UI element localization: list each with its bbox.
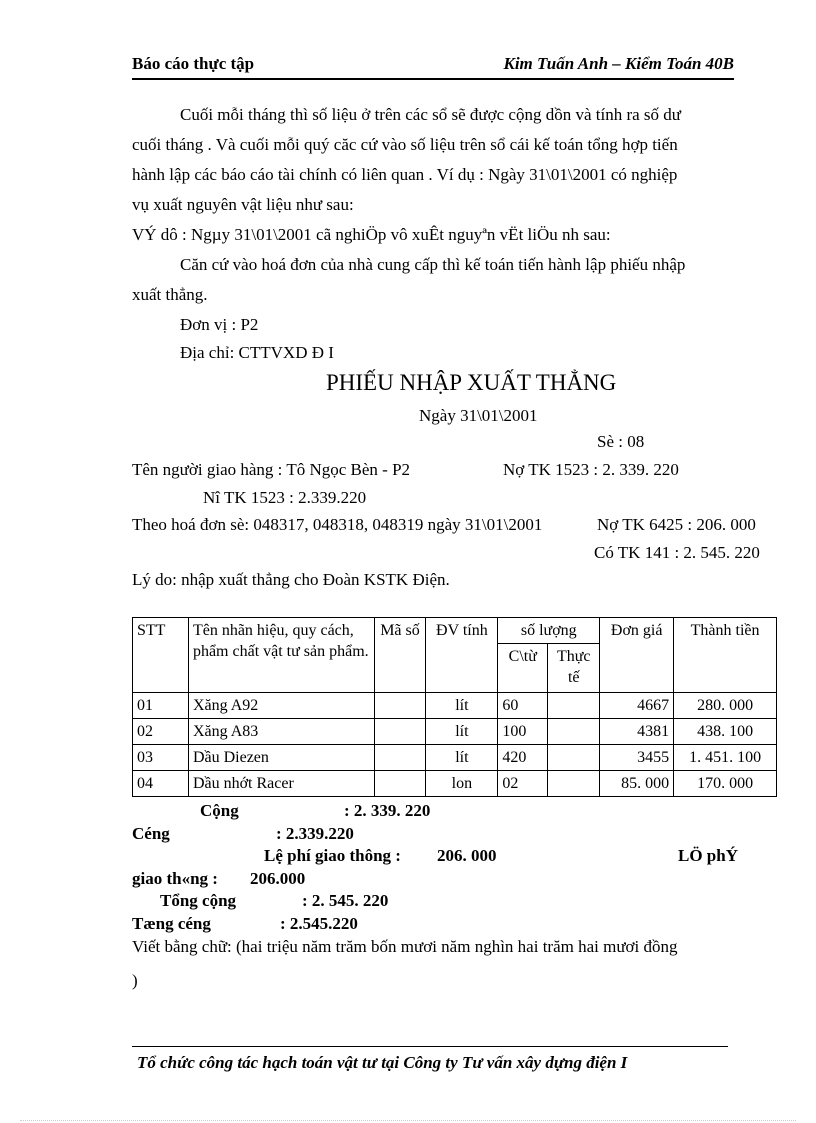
- paragraph-line: Căn cứ vào hoá đơn của nhà cung cấp thì kế toán tiến hành lập phiếu nhập: [180, 255, 686, 274]
- garbled-total-value: : 2.545.220: [280, 914, 358, 933]
- cell-price: 4381: [600, 719, 674, 745]
- paragraph-line: Cuối mỗi tháng thì số liệu ở trên các sổ sẽ được cộng dồn và tính ra số dư: [180, 105, 681, 124]
- table-row: [133, 771, 777, 797]
- cell-qty-real: [548, 719, 600, 745]
- cell-name: Xăng A83: [188, 719, 374, 745]
- cell-unit: lít: [426, 693, 498, 719]
- garbled-total-label: Tæng céng: [132, 914, 211, 933]
- garbled-fee-label-2: giao th«ng :: [132, 869, 218, 888]
- goods-table: [132, 617, 777, 797]
- voucher-title: PHIẾU NHẬP XUẤT THẲNG: [326, 370, 617, 395]
- garbled-sum-label: Céng: [132, 824, 170, 843]
- cell-amount: 170. 000: [674, 771, 777, 797]
- cell-code: [374, 745, 426, 771]
- cell-qty-real: [548, 771, 600, 797]
- voucher-number: Sè : 08: [597, 432, 645, 451]
- page-footer: Tổ chức công tác hạch toán vật tư tại Công ty Tư vấn xây dựng điện I: [137, 1053, 628, 1072]
- garbled-fee-value: 206.000: [250, 869, 306, 888]
- cell-name: Xăng A92: [188, 693, 374, 719]
- cell-code: [374, 693, 426, 719]
- cell-unit: lít: [426, 745, 498, 771]
- amount-in-words: Viết bằng chữ: (hai triệu năm trăm bốn mươi năm nghìn hai trăm hai mươi đồng: [132, 937, 678, 956]
- cell-stt: 03: [133, 745, 189, 771]
- table-row: [133, 745, 777, 771]
- garbled-debit: Nî TK 1523 : 2.339.220: [203, 488, 367, 507]
- table-row: [133, 719, 777, 745]
- total-value: : 2. 545. 220: [302, 891, 389, 910]
- paragraph-line: vụ xuất nguyên vật liệu như sau:: [132, 195, 354, 214]
- header-unit: ĐV tính: [426, 618, 498, 693]
- fee-label: Lệ phí giao thông :: [264, 846, 401, 865]
- unit-line: Đơn vị : P2: [180, 315, 259, 334]
- address-line: Địa chỉ: CTTVXD Đ I: [180, 343, 334, 362]
- cell-code: [374, 771, 426, 797]
- amount-in-words-end: ): [132, 971, 138, 990]
- header-qty-real: Thực tế: [548, 644, 600, 693]
- cell-amount: 280. 000: [674, 693, 777, 719]
- header-price: Đơn giá: [600, 618, 674, 693]
- paragraph-line: xuất thẳng.: [132, 285, 208, 304]
- sum-value: : 2. 339. 220: [344, 801, 431, 820]
- paragraph-line: cuối tháng . Và cuối mỗi quý căc cứ vào số liệu trên sổ cái kế toán tổng hợp tiến: [132, 135, 678, 154]
- header-qty-doc: C\từ: [498, 644, 548, 693]
- cell-name: Dầu nhớt Racer: [188, 771, 374, 797]
- cell-code: [374, 719, 426, 745]
- header-qty: số lượng: [498, 618, 600, 644]
- debit-account-2: Nợ TK 6425 : 206. 000: [597, 515, 756, 534]
- header-amount: Thành tiền: [674, 618, 777, 693]
- cell-qty-doc: 420: [498, 745, 548, 771]
- cell-price: 85. 000: [600, 771, 674, 797]
- reason-line: Lý do: nhập xuất thẳng cho Đoàn KSTK Điện.: [132, 570, 450, 589]
- cell-price: 3455: [600, 745, 674, 771]
- cell-qty-doc: 100: [498, 719, 548, 745]
- cell-stt: 01: [133, 693, 189, 719]
- fee-value: 206. 000: [437, 846, 497, 865]
- garbled-line: VÝ dô : Ngµy 31\01\2001 cã nghiÖp vô xuÊt nguyªn vËt liÖu nh sau:: [132, 225, 611, 244]
- header-stt: STT: [133, 618, 189, 693]
- paragraph-line: hành lập các báo cáo tài chính có liên quan . Ví dụ : Ngày 31\01\2001 có nghiệp: [132, 165, 678, 184]
- page-header: [132, 52, 734, 80]
- total-label: Tổng cộng: [160, 891, 237, 910]
- cell-amount: 438. 100: [674, 719, 777, 745]
- cell-amount: 1. 451. 100: [674, 745, 777, 771]
- header-name: Tên nhãn hiệu, quy cách, phẩm chất vật tư sản phẩm.: [188, 618, 374, 693]
- cell-qty-doc: 02: [498, 771, 548, 797]
- cell-qty-real: [548, 745, 600, 771]
- cell-price: 4667: [600, 693, 674, 719]
- cell-qty-doc: 60: [498, 693, 548, 719]
- garbled-fee-label: LÖ phÝ: [678, 846, 738, 865]
- sum-label: Cộng: [200, 801, 239, 820]
- debit-account-1: Nợ TK 1523 : 2. 339. 220: [503, 460, 679, 479]
- invoice-line: Theo hoá đơn sè: 048317, 048318, 048319 ngày 31\01\2001: [132, 515, 543, 534]
- table-header-row: [133, 618, 777, 644]
- footer-divider: [132, 1046, 728, 1047]
- cell-name: Dầu Diezen: [188, 745, 374, 771]
- cell-unit: lít: [426, 719, 498, 745]
- cell-stt: 02: [133, 719, 189, 745]
- garbled-sum-value: : 2.339.220: [276, 824, 354, 843]
- header-right: Kim Tuấn Anh – Kiểm Toán 40B: [503, 54, 734, 73]
- deliverer-line: Tên người giao hàng : Tô Ngọc Bèn - P2: [132, 460, 411, 479]
- voucher-date: Ngày 31\01\2001: [419, 406, 538, 425]
- cell-stt: 04: [133, 771, 189, 797]
- cell-unit: lon: [426, 771, 498, 797]
- credit-account: Có TK 141 : 2. 545. 220: [594, 543, 760, 562]
- cell-qty-real: [548, 693, 600, 719]
- table-row: [133, 693, 777, 719]
- header-code: Mã số: [374, 618, 426, 693]
- page-bottom-divider: [20, 1120, 796, 1121]
- header-left: Báo cáo thực tập: [132, 54, 255, 73]
